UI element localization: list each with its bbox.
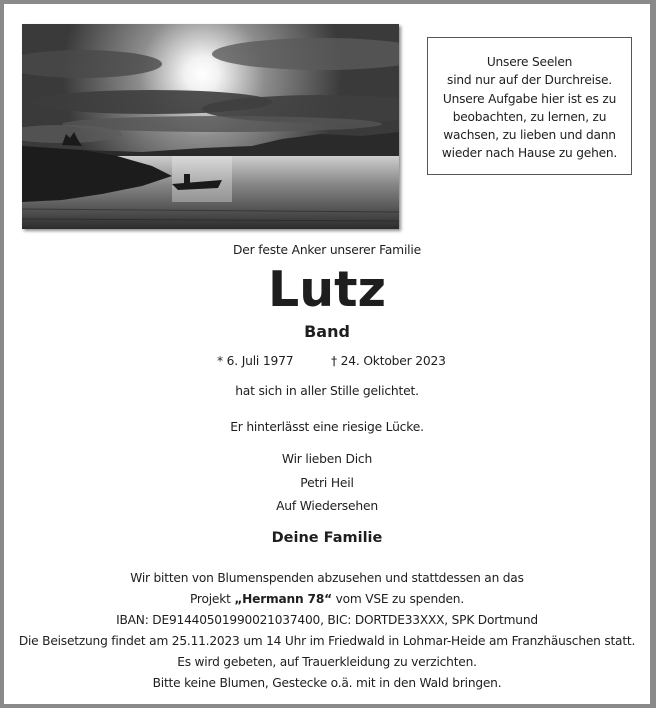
- notice-block: [4, 568, 650, 694]
- quote-line: sind nur auf der Durchreise.: [447, 73, 612, 88]
- notice-line-bank: IBAN: DE91440501990021037400, BIC: DORTDE33XXX, SPK Dortmund: [116, 613, 538, 627]
- project-name: „Hermann 78“: [234, 592, 332, 606]
- quote-line: wachsen, zu lieben und dann: [443, 128, 616, 143]
- quote-line: wieder nach Hause zu gehen.: [441, 146, 618, 161]
- signature: Deine Familie: [271, 530, 383, 546]
- notice-line-burial: Die Beisetzung findet am 25.11.2023 um 14 Uhr im Friedwald in Lohmar-Heide am Franzhäuschen statt.: [18, 634, 636, 648]
- notice-line: Wir bitten von Blumenspenden abzusehen und stattdessen an das: [130, 571, 524, 585]
- farewell-line: Wir lieben Dich: [281, 452, 373, 466]
- notice-project-prefix: Projekt: [190, 592, 235, 606]
- quote-line: Unsere Seelen: [486, 55, 573, 69]
- quote-box: [427, 37, 632, 175]
- obituary-sheet: [4, 4, 650, 704]
- first-name: Lutz: [267, 261, 387, 318]
- lake-sunset-photo: [22, 24, 399, 229]
- farewell-line: Petri Heil: [300, 476, 354, 490]
- notice-project-suffix: vom VSE zu spenden.: [331, 592, 464, 606]
- notice-line: Bitte keine Blumen, Gestecke o.ä. mit in den Wald bringen.: [152, 676, 502, 690]
- quote-line: Unsere Aufgabe hier ist es zu: [442, 91, 617, 106]
- birth-date: * 6. Juli 1977: [217, 354, 294, 368]
- gap-sentence: Er hinterlässt eine riesige Lücke.: [230, 420, 424, 434]
- intro-text: Der feste Anker unserer Familie: [233, 243, 421, 257]
- death-date: † 24. Oktober 2023: [331, 354, 446, 368]
- quote-line: beobachten, zu lernen, zu: [452, 109, 607, 124]
- passing-sentence: hat sich in aller Stille gelichtet.: [235, 384, 419, 398]
- notice-line-project: [4, 589, 650, 610]
- lake-sunset-image: [22, 24, 399, 229]
- last-name: Band: [304, 322, 350, 341]
- notice-line: Es wird gebeten, auf Trauerkleidung zu verzichten.: [177, 655, 477, 669]
- farewell-line: Auf Wiedersehen: [276, 499, 378, 513]
